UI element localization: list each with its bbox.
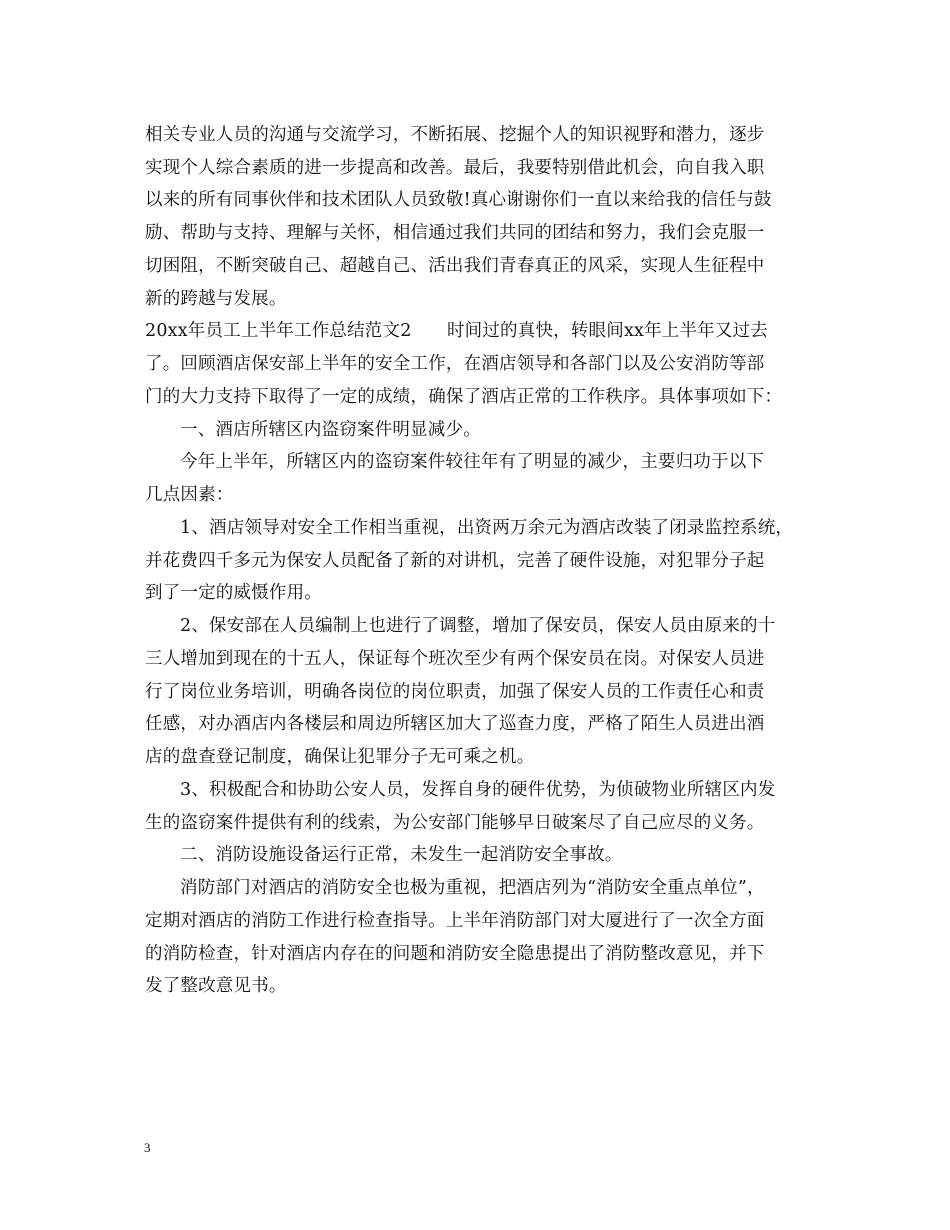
section-heading: 一、酒店所辖区内盗窃案件明显减少。 <box>180 420 481 440</box>
text-line: 励、帮助与支持、理解与关怀，相信通过我们共同的团结和努力，我们会克服一 <box>145 223 765 243</box>
text-line: 3、积极配合和协助公安人员，发挥自身的硬件优势，为侦破物业所辖区内发 <box>180 780 776 800</box>
text-line: 相关专业人员的沟通与交流学习，不断拓展、挖掘个人的知识视野和潜力，逐步 <box>145 125 765 145</box>
text-line: 到了一定的威慑作用。 <box>145 583 322 603</box>
text-line: 切困阻，不断突破自己、超越自己、活出我们青春真正的风采，实现人生征程中 <box>145 256 765 276</box>
text-line: 2、保安部在人员编制上也进行了调整，增加了保安员，保安人员由原来的十 <box>180 616 776 636</box>
text-line: 的消防检查，针对酒店内存在的问题和消防安全隐患提出了消防整改意见，并下 <box>145 944 765 964</box>
text-line: 1、酒店领导对安全工作相当重视，出资两万余元为酒店改装了闭录监控系统， <box>180 518 794 538</box>
section-heading: 二、消防设施设备运行正常，未发生一起消防安全事故。 <box>180 845 623 865</box>
text-line: 三人增加到现在的十五人，保证每个班次至少有两个保安员在岗。对保安人员进 <box>145 649 765 669</box>
text-line: 并花费四千多元为保安人员配备了新的对讲机，完善了硬件设施，对犯罪分子起 <box>145 551 765 571</box>
text-line: 定期对酒店的消防工作进行检查指导。上半年消防部门对大厦进行了一次全方面 <box>145 911 765 931</box>
text-line: 以来的所有同事伙伴和技术团队人员致敬!真心谢谢你们一直以来给我的信任与鼓 <box>145 190 772 210</box>
text-line: 生的盗窃案件提供有利的线索，为公安部门能够早日破案尽了自己应尽的义务。 <box>145 813 765 833</box>
text-line: 发了整改意见书。 <box>145 976 287 996</box>
text-line: 新的跨越与发展。 <box>145 289 287 309</box>
page-number: 3 <box>144 1140 151 1155</box>
text-line: 几点因素： <box>145 485 234 505</box>
text-line: 了。回顾酒店保安部上半年的安全工作，在酒店领导和各部门以及公安消防等部 <box>145 354 765 374</box>
text-line: 消防部门对酒店的消防安全也极为重视，把酒店列为“消防安全重点单位”， <box>180 878 765 898</box>
text-line: 今年上半年，所辖区内的盗窃案件较往年有了明显的减少，主要归功于以下 <box>180 452 765 472</box>
text-line: 门的大力支持下取得了一定的成绩，确保了酒店正常的工作秩序。具体事项如下： <box>145 387 783 407</box>
text-line: 实现个人综合素质的进一步提高和改善。最后，我要特别借此机会，向自我入职 <box>145 158 765 178</box>
text-line: 20xx年员工上半年工作总结范文2 时间过的真快，转眼间xx年上半年又过去 <box>145 321 768 341</box>
text-line: 任感，对办酒店内各楼层和周边所辖区加大了巡查力度，严格了陌生人员进出酒 <box>145 714 765 734</box>
text-line: 店的盘查登记制度，确保让犯罪分子无可乘之机。 <box>145 747 535 767</box>
text-line: 行了岗位业务培训，明确各岗位的岗位职责，加强了保安人员的工作责任心和责 <box>145 682 765 702</box>
